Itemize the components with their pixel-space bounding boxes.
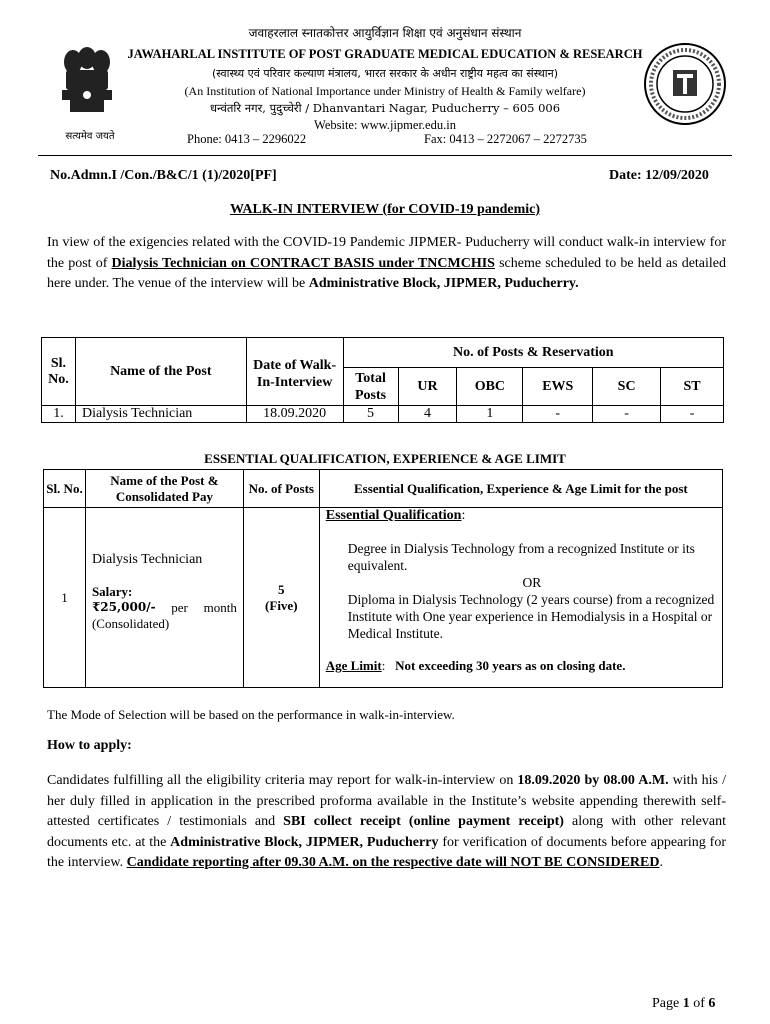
how-bold-3: Administrative Block, JIPMER, Puducherry bbox=[170, 834, 439, 850]
eq-or: OR bbox=[522, 575, 542, 590]
t1-sl: 1. bbox=[42, 406, 76, 423]
how-text-3: along with other relevant documents etc. at the bbox=[47, 814, 726, 850]
website: Website: www.jipmer.edu.in bbox=[314, 118, 456, 132]
qualification-title: ESSENTIAL QUALIFICATION, EXPERIENCE & AGE LIMIT bbox=[204, 451, 566, 466]
page-of: of bbox=[693, 996, 705, 1011]
t1-header-total: Total Posts bbox=[343, 368, 398, 406]
how-text-1: Candidates fulfilling all the eligibility criteria may report for walk-in-interview on bbox=[47, 773, 518, 788]
how-to-apply-title: How to apply: bbox=[47, 738, 132, 753]
intro-text-1: In view of the exigencies related with the COVID-19 Pandemic JIPMER- Puducherry will conduct walk-in interview for the post of bbox=[47, 235, 726, 271]
eq-line2: Diploma in Dialysis Technology (2 years course) from a recognized Institute with One year experience in Hemodialysis in a Hospital or Medical Institute. bbox=[347, 592, 715, 641]
t1-header-posts: No. of Posts & Reservation bbox=[343, 338, 723, 368]
t2-posts-num: 5 bbox=[278, 581, 285, 597]
hindi-subtitle: (स्वास्थ्य एवं परिवार कल्याण मंत्रालय, भारत सरकार के अधीन राष्ट्रीय महत्व का संस्थान) bbox=[211, 67, 559, 80]
header-divider bbox=[38, 155, 732, 156]
t2-sl: 1 bbox=[44, 508, 86, 688]
t1-sc: - bbox=[593, 406, 661, 423]
page-number bbox=[652, 996, 715, 1012]
age-text: Not exceeding 30 years as on closing date. bbox=[395, 658, 626, 673]
selection-mode: The Mode of Selection will be based on the performance in walk-in-interview. bbox=[47, 707, 455, 722]
t1-ews: - bbox=[523, 406, 593, 423]
t1-ur: 4 bbox=[398, 406, 457, 423]
post-highlight: Dialysis Technician on CONTRACT BASIS under TNCMCHIS bbox=[111, 255, 495, 271]
page-total: 6 bbox=[708, 996, 716, 1011]
eq-line1: Degree in Dialysis Technology from a recognized Institute or its equivalent. bbox=[347, 541, 695, 573]
t1-header-obc: OBC bbox=[457, 368, 523, 406]
phone: Phone: 0413 – 2296022 bbox=[187, 132, 307, 146]
t1-st: - bbox=[661, 406, 724, 423]
document-date: Date: 12/09/2020 bbox=[609, 168, 709, 183]
t1-date: 18.09.2020 bbox=[246, 406, 343, 423]
t1-header-ews: EWS bbox=[523, 368, 593, 406]
age-label: Age Limit bbox=[325, 658, 382, 673]
t2-posts-cell bbox=[243, 508, 319, 688]
t1-header-sl: Sl. No. bbox=[42, 338, 76, 406]
how-bold-1: 18.09.2020 by 08.00 A.M. bbox=[517, 773, 669, 788]
reference-number: No.Admn.I /Con./B&C/1 (1)/2020[PF] bbox=[50, 168, 277, 183]
hindi-title: जवाहरलाल स्नातकोत्तर आयुर्विज्ञान शिक्षा एवं अनुसंधान संस्थान bbox=[248, 26, 522, 40]
age-colon: : bbox=[381, 658, 386, 673]
emblem-motto: सत्यमेव जयते bbox=[65, 131, 115, 142]
table-row bbox=[44, 508, 723, 688]
eq-label: Essential Qualification bbox=[325, 508, 462, 523]
english-subtitle: (An Institution of National Importance under Ministry of Health & Family welfare) bbox=[184, 84, 586, 98]
posts-table bbox=[41, 337, 724, 423]
page-current: 1 bbox=[682, 996, 690, 1011]
how-text-4: for verification of documents before appearing for the interview. bbox=[47, 834, 726, 870]
page-label: Page bbox=[652, 996, 680, 1011]
intro-text-2: scheme scheduled to be held as detailed here under. The venue of the interview will be bbox=[47, 255, 727, 291]
t1-header-date: Date of Walk-In-Interview bbox=[246, 338, 343, 406]
salary-note: (Consolidated) bbox=[91, 616, 170, 631]
t2-posts-word: (Five) bbox=[265, 597, 298, 613]
t2-post-name: Dialysis Technician bbox=[91, 552, 203, 567]
how-text-2: with his / her duly filled in application in the prescribed proforma available in the Institute’s website appending therewith self-attested certificates / testimonials and bbox=[47, 773, 726, 829]
how-bold-2: SBI collect receipt (online payment receipt) bbox=[283, 814, 564, 829]
salary-amount: ₹25,000/- bbox=[91, 600, 156, 614]
intro-paragraph bbox=[47, 233, 726, 295]
address: धन्वंतरि नगर, पुदुच्चेरी / Dhanvantari Nagar, Puducherry – 605 006 bbox=[209, 101, 561, 115]
t1-post-name: Dialysis Technician bbox=[75, 406, 246, 423]
notice-title: WALK-IN INTERVIEW (for COVID-19 pandemic) bbox=[229, 202, 541, 217]
how-text-5: . bbox=[659, 855, 663, 870]
salary-per: per bbox=[171, 600, 188, 615]
how-warning: Candidate reporting after 09.30 A.M. on the respective date will NOT BE CONSIDERED bbox=[126, 855, 660, 870]
eq-colon: : bbox=[461, 508, 466, 523]
t2-post-cell bbox=[85, 508, 243, 688]
t1-total: 5 bbox=[343, 406, 398, 423]
table-row bbox=[42, 406, 724, 423]
t1-obc: 1 bbox=[457, 406, 523, 423]
salary-month: month bbox=[203, 600, 237, 615]
institute-name: JAWAHARLAL INSTITUTE OF POST GRADUATE MEDICAL EDUCATION & RESEARCH bbox=[127, 47, 643, 61]
t1-header-sc: SC bbox=[593, 368, 661, 406]
salary-line bbox=[92, 600, 237, 616]
t2-header-name: Name of the Post & Consolidated Pay bbox=[85, 470, 243, 508]
qualification-table bbox=[43, 469, 723, 688]
t2-header-posts: No. of Posts bbox=[243, 470, 319, 508]
t2-eq-cell bbox=[319, 508, 722, 688]
t2-header-eq: Essential Qualification, Experience & Age Limit for the post bbox=[319, 470, 722, 508]
t2-header-sl: Sl. No. bbox=[44, 470, 86, 508]
how-to-apply-paragraph bbox=[47, 771, 726, 874]
venue: Administrative Block, JIPMER, Puducherry. bbox=[308, 276, 579, 291]
salary-label: Salary: bbox=[91, 584, 133, 599]
t1-header-ur: UR bbox=[398, 368, 457, 406]
fax: Fax: 0413 – 2272067 – 2272735 bbox=[424, 132, 587, 146]
t1-header-name: Name of the Post bbox=[75, 338, 246, 406]
t1-header-st: ST bbox=[661, 368, 724, 406]
